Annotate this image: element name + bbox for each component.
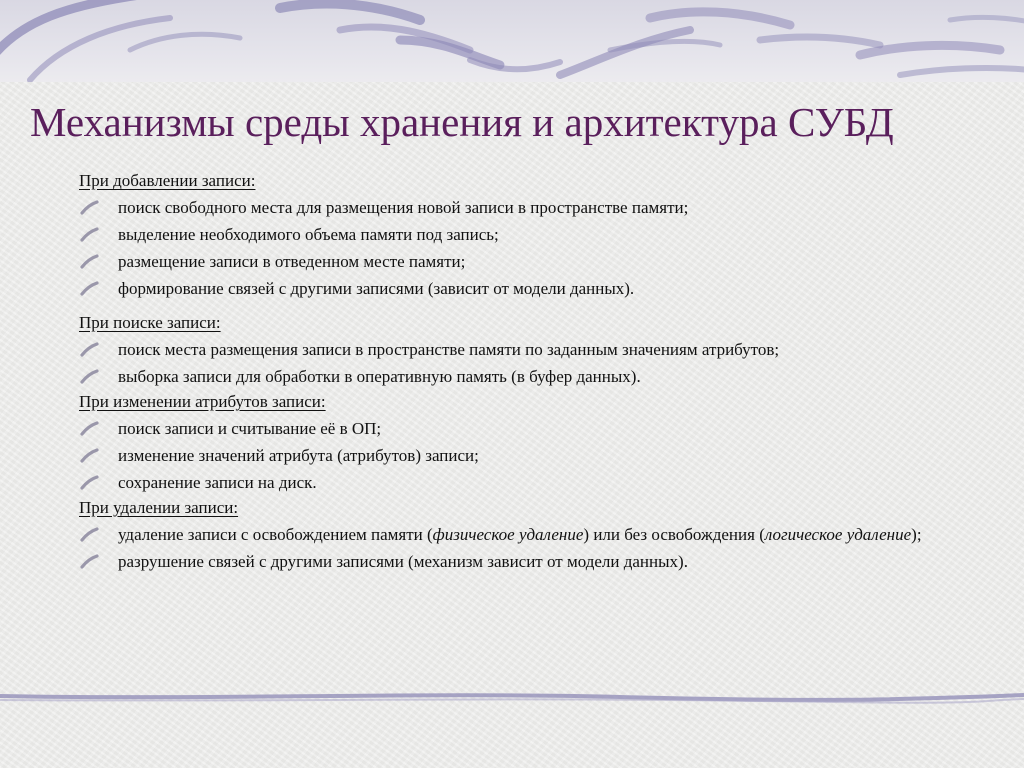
list-item: поиск записи и считывание её в ОП;: [79, 418, 979, 439]
brush-stroke-bullet-icon: [79, 475, 99, 491]
logical-delete-term: логическое удаление: [764, 525, 912, 544]
brush-stroke-bullet-icon: [79, 554, 99, 570]
list-add: [79, 197, 979, 299]
list-item: удаление записи с освобождением памяти (физическое удаление) или без освобождения (логическое удаление);: [79, 524, 979, 545]
brush-stroke-bullet-icon: [79, 254, 99, 270]
list-item: выборка записи для обработки в оперативную память (в буфер данных).: [79, 366, 979, 387]
list-item: изменение значений атрибута (атрибутов) записи;: [79, 445, 979, 466]
slide-body: [79, 170, 979, 578]
brush-stroke-bullet-icon: [79, 281, 99, 297]
brush-stroke-bullet-icon: [79, 369, 99, 385]
decorative-header-band: [0, 0, 1024, 82]
physical-delete-term: физическое удаление: [432, 525, 584, 544]
swirl-decoration-icon: [0, 0, 1024, 82]
list-delete: [79, 524, 979, 572]
brush-stroke-bullet-icon: [79, 227, 99, 243]
list-item: поиск свободного места для размещения новой записи в пространстве памяти;: [79, 197, 979, 218]
brush-stroke-bullet-icon: [79, 527, 99, 543]
list-modify: [79, 418, 979, 493]
brush-stroke-bullet-icon: [79, 421, 99, 437]
list-item: размещение записи в отведенном месте памяти;: [79, 251, 979, 272]
brush-stroke-bullet-icon: [79, 200, 99, 216]
list-item: поиск места размещения записи в пространстве памяти по заданным значениям атрибутов;: [79, 339, 979, 360]
section-heading-delete: При удалении записи:: [79, 498, 239, 517]
list-item: формирование связей с другими записями (зависит от модели данных).: [79, 278, 979, 299]
brush-stroke-bullet-icon: [79, 342, 99, 358]
section-heading-add: При добавлении записи:: [79, 171, 256, 190]
section-heading-search: При поиске записи:: [79, 313, 221, 332]
section-heading-modify: При изменении атрибутов записи:: [79, 392, 326, 411]
decorative-bottom-rule: [0, 688, 1024, 708]
slide-title: Механизмы среды хранения и архитектура СУБД: [30, 99, 894, 145]
brush-stroke-bullet-icon: [79, 448, 99, 464]
list-item: разрушение связей с другими записями (механизм зависит от модели данных).: [79, 551, 979, 572]
list-search: [79, 339, 979, 387]
list-item: выделение необходимого объема памяти под запись;: [79, 224, 979, 245]
list-item: сохранение записи на диск.: [79, 472, 979, 493]
